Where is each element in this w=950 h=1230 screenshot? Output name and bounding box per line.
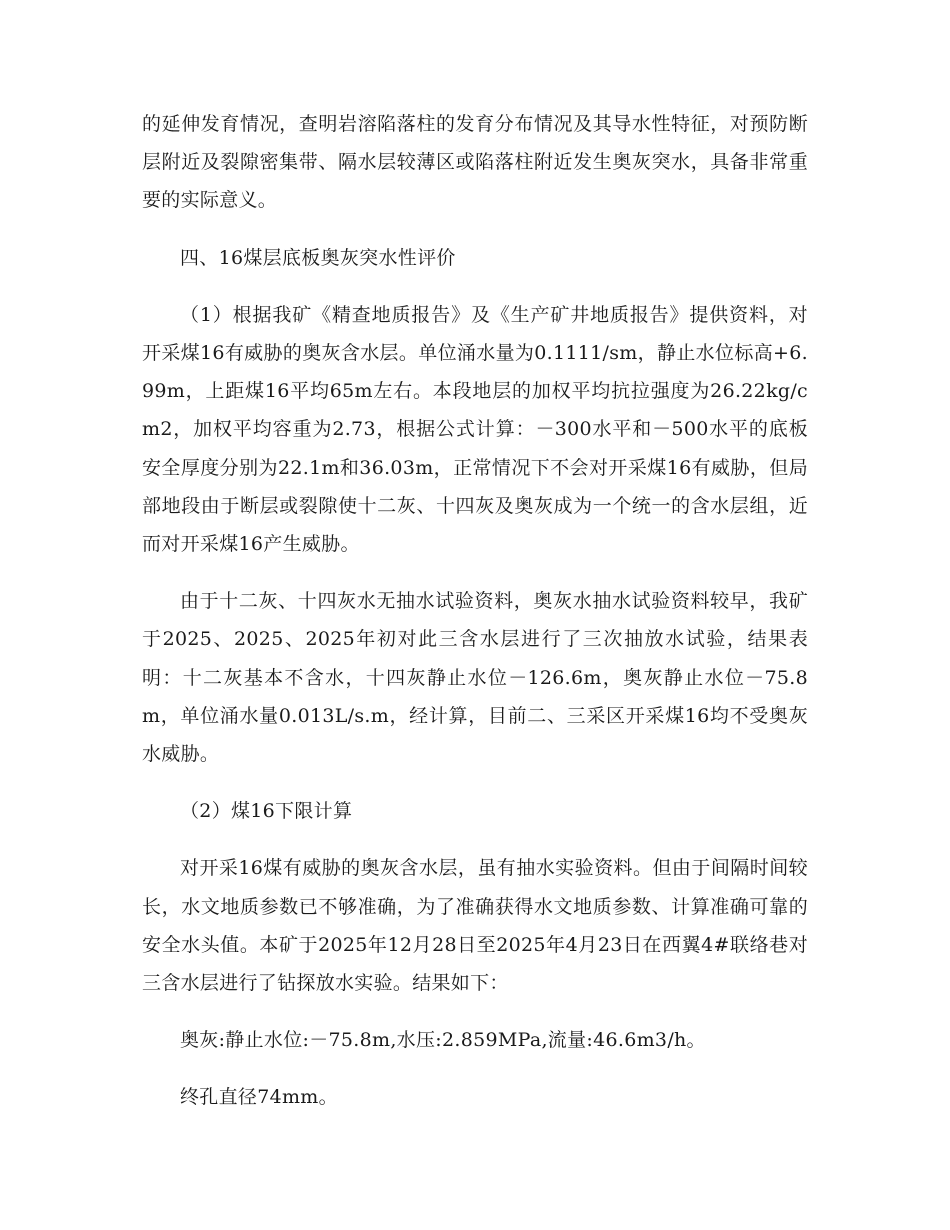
paragraph-1: （1）根据我矿《精查地质报告》及《生产矿井地质报告》提供资料，对开采煤16有威胁的奥灰含水层。单位涌水量为0.1111/sm，静止水位标高+6.99m，上距煤16平均65m左右。本段地层的加权平均抗拉强度为26.22kg/cm2，加权平均容重为2.73，根据公式计算：－300水平和－500水平的底板安全厚度分别为22.1m和36.03m，正常情况下不会对开采煤16有威胁，但局部地段由于断层或裂隙使十二灰、十四灰及奥灰成为一个统一的含水层组，近而对开采煤16产生威胁。: [142, 303, 808, 556]
paragraph-3: 对开采16煤有威胁的奥灰含水层，虽有抽水实验资料。但由于间隔时间较长，水文地质参数已不够准确，为了准确获得水文地质参数、计算准确可靠的安全水头值。本矿于2025年12月28日至2025年4月23日在西翼4#联络巷对三含水层进行了钻探放水实验。结果如下：: [142, 857, 808, 995]
subsection-heading: （2）煤16下限计算: [180, 800, 353, 823]
document-body: [142, 105, 808, 1136]
paragraph-5: 终孔直径74mm。: [180, 1086, 338, 1109]
paragraph-continued: 的延伸发育情况，查明岩溶陷落柱的发育分布情况及其导水性特征，对预防断层附近及裂隙密集带、隔水层较薄区或陷落柱附近发生奥灰突水，具备非常重要的实际意义。: [142, 113, 808, 212]
paragraph-4: 奥灰:静止水位:－75.8m,水压:2.859MPa,流量:46.6m3/h。: [180, 1029, 706, 1052]
section-heading: 四、16煤层底板奥灰突水性评价: [180, 246, 456, 269]
paragraph-2: 由于十二灰、十四灰水无抽水试验资料，奥灰水抽水试验资料较早，我矿于2025、2025、2025年初对此三含水层进行了三次抽放水试验，结果表明：十二灰基本不含水，十四灰静止水位－126.6m，奥灰静止水位－75.8m，单位涌水量0.013L/s.m，经计算，目前二、三采区开采煤16均不受奥灰水威胁。: [142, 590, 808, 766]
